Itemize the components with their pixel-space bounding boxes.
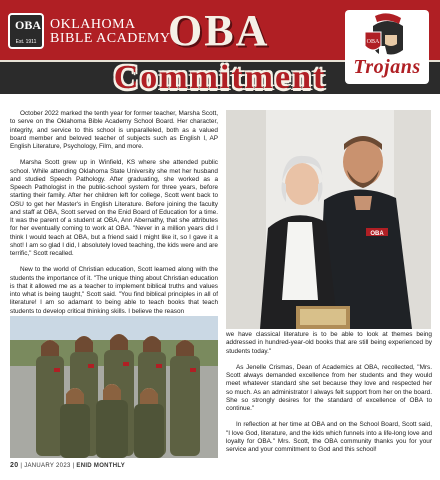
article-paragraph: Marsha Scott grew up in Winfield, KS where she attended public school. While attending Oklahoma State University she met her husband and studied Speech Pathology. After graduating, she worked as a Speech Pathologist in the public-school system for three years, before starting their family. After her children left for college, Scott went back to OSU to get her Master's in English Literature. Before joining the faculty and staff at OBA, Scott served on the Enid Board of Education for a time. It was the parent of a student at OBA, Ann Abernathy, that she attributes for her eventually coming to work at OBA. "Never in a million years did I think I would teach at OBA, but a friend said I might like it, so I gave it a shot! I am so glad I did, I absolutely loved teaching, the kids were and are terrific," Scott recalled. bbox=[10, 159, 218, 257]
page-number: 20 bbox=[10, 462, 19, 469]
article-paragraph: October 2022 marked the tenth year for former teacher, Marsha Scott, to serve on the Oklahoma Bible Academy School Board. Her character, integrity, and service to this school is unparalleled, both as a valued board member and beloved teacher of subjects such as English I, AP English Literature, Psychology, Film, and more. bbox=[10, 110, 218, 150]
photo-students-flight-suits bbox=[10, 316, 218, 458]
page-subtitle: Commitment bbox=[113, 59, 327, 94]
article-paragraph: we have classical literature is to be able to look at themes being addressed in hundred-year-old books that are still being experienced by students today." bbox=[226, 331, 432, 355]
article-paragraph: New to the world of Christian education, Scott learned along with the students the importance of it. "The unique thing about Christian education is that it allowed me as a teacher to implement biblical truths and values into what is being taught," Scott said. "You find biblical principles in all of literature! I am so adamant to being able to teach books that teach students to develop critical thinking skills. I believe the reason bbox=[10, 266, 218, 315]
article-right-column bbox=[226, 331, 432, 461]
page-footer bbox=[10, 462, 125, 470]
school-name-line2: BIBLE ACADEMY bbox=[50, 31, 171, 46]
svg-text:OBA: OBA bbox=[366, 39, 380, 45]
trojans-logo-text: Trojans bbox=[353, 56, 421, 78]
school-name-line1: OKLAHOMA bbox=[50, 17, 136, 32]
masthead bbox=[0, 0, 440, 94]
crest-initials: OBA bbox=[15, 18, 42, 32]
crest-established: Est. 1911 bbox=[15, 39, 37, 45]
portrait-photo-illustration bbox=[226, 110, 431, 329]
article-paragraph: In reflection at her time at OBA and on the School Board, Scott said, "I love God, literature, and the kids which funnels into a life-long love and loyalty for OBA." Mrs. Scott, the OBA community thanks you for your service and your commitment to God and this school! bbox=[226, 421, 432, 453]
footer-separator: | bbox=[72, 463, 75, 469]
photo-marsha-scott-and-man bbox=[226, 110, 431, 329]
footer-separator: | bbox=[20, 463, 23, 469]
group-photo-illustration bbox=[10, 316, 218, 458]
shirt-logo-text: OBA bbox=[370, 231, 384, 237]
issue-date: JANUARY 2023 bbox=[24, 463, 71, 469]
article-paragraph: As Jenelle Crismas, Dean of Academics at OBA, recollected, "Mrs. Scott always demanded excellence from her students and they would meet whatever standard she set because they love and respected her so much. As an administrator I always felt support from her on the board. She so strongly desires for the standard of excellence of OBA to continue." bbox=[226, 363, 432, 412]
article-left-column bbox=[10, 110, 218, 315]
publication-name: ENID MONTHLY bbox=[76, 463, 126, 469]
page-title: OBA bbox=[168, 6, 270, 55]
school-crest-logo bbox=[8, 13, 44, 49]
